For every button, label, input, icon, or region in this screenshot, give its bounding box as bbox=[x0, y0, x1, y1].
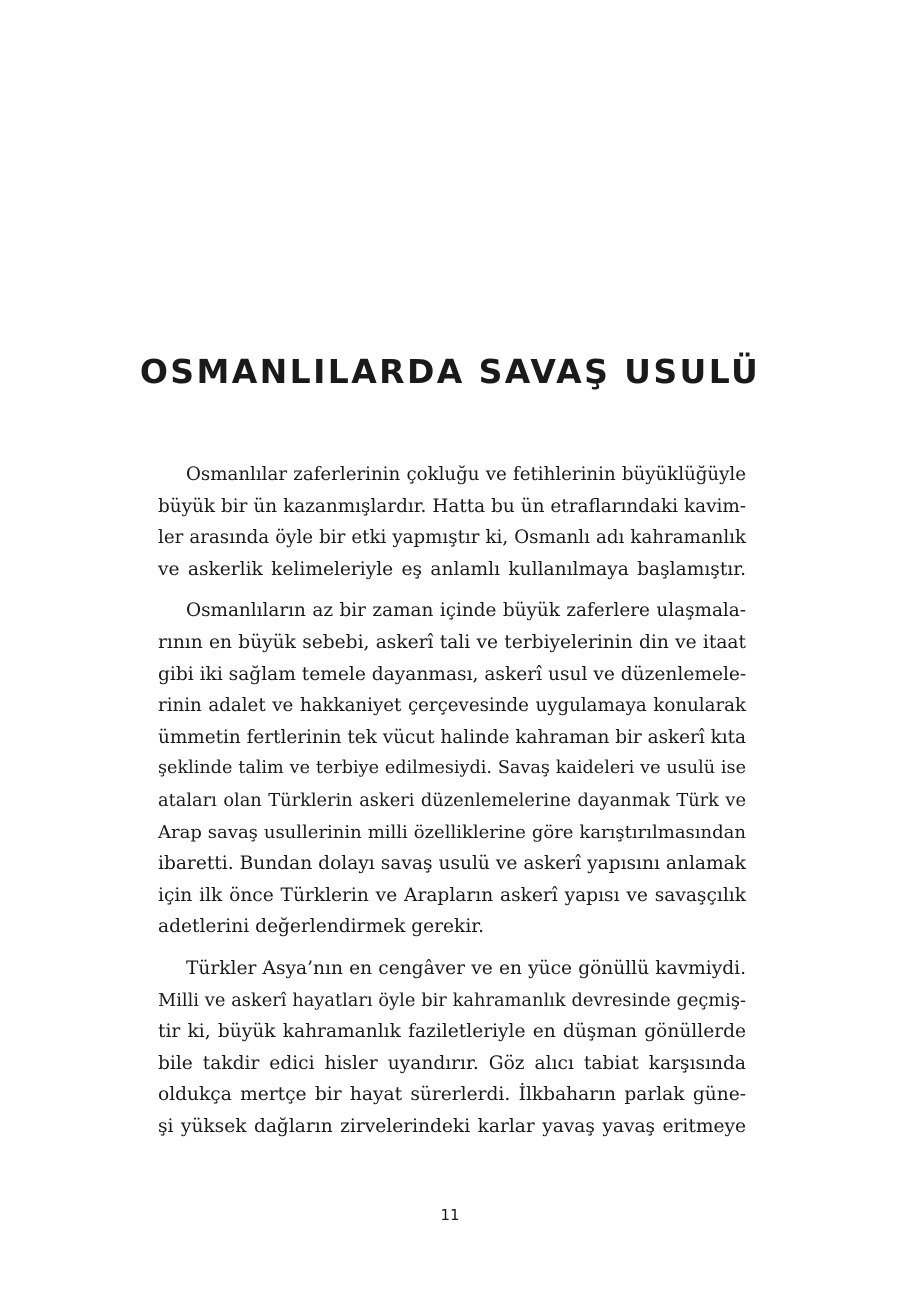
page-number: 11 bbox=[440, 1206, 460, 1224]
body-text bbox=[158, 459, 746, 1152]
text-line: oldukça mertçe bir hayat sürerlerdi. İlkbaharın parlak güne- bbox=[158, 1084, 746, 1106]
text-line: ler arasında öyle bir etki yapmıştır ki, Osmanlı adı kahramanlık bbox=[158, 527, 746, 549]
text-line: adetlerini değerlendirmek gerekir. bbox=[158, 916, 485, 938]
text-line: rinin adalet ve hakkaniyet çerçevesinde uygulamaya konularak bbox=[158, 695, 746, 717]
text-line: Türkler Asya’nın en cengâver ve en yüce gönüllü kavmiydi. bbox=[186, 957, 746, 979]
text-line: ibaretti. Bundan dolayı savaş usulü ve askerî yapısını anlamak bbox=[158, 853, 746, 875]
text-line: Arap savaş usullerinin milli özelliklerine göre karıştırılmasından bbox=[158, 821, 746, 843]
text-line: Osmanlıların az bir zaman içinde büyük zaferlere ulaşmala- bbox=[186, 600, 746, 622]
text-line: gibi iki sağlam temele dayanması, askerî usul ve düzenlemele- bbox=[158, 663, 747, 685]
text-line: şeklinde talim ve terbiye edilmesiydi. Savaş kaideleri ve usulü ise bbox=[158, 758, 746, 779]
chapter-title: OSMANLILARDA SAVAŞ USULÜ bbox=[139, 352, 761, 391]
text-line: bile takdir edici hisler uyandırır. Göz alıcı tabiat karşısında bbox=[158, 1052, 746, 1074]
text-line: için ilk önce Türklerin ve Arapların askerî yapısı ve savaşçılık bbox=[158, 884, 746, 906]
text-line: şi yüksek dağların zirvelerindeki karlar yavaş yavaş eritmeye bbox=[158, 1115, 746, 1137]
text-line: ümmetin fertlerinin tek vücut halinde kahraman bir askerî kıta bbox=[158, 726, 746, 748]
text-line: Milli ve askerî hayatları öyle bir kahramanlık devresinde geçmiş- bbox=[158, 989, 746, 1011]
text-line: Osmanlılar zaferlerinin çokluğu ve fetihlerinin büyüklüğüyle bbox=[186, 464, 746, 485]
paragraph-2 bbox=[158, 595, 746, 943]
text-line: büyük bir ün kazanmışlardır. Hatta bu ün etraflarındaki kavim- bbox=[158, 495, 746, 517]
text-line: rının en büyük sebebi, askerî tali ve terbiyelerinin din ve itaat bbox=[158, 631, 746, 653]
text-line: ataları olan Türklerin askeri düzenlemelerine dayanmak Türk ve bbox=[158, 789, 746, 811]
paragraph-3 bbox=[158, 953, 746, 1143]
text-line: ve askerlik kelimeleriyle eş anlamlı kullanılmaya başlamıştır. bbox=[158, 558, 746, 580]
paragraph-1 bbox=[158, 459, 746, 585]
text-line: tir ki, büyük kahramanlık faziletleriyle en düşman gönüllerde bbox=[158, 1021, 746, 1043]
